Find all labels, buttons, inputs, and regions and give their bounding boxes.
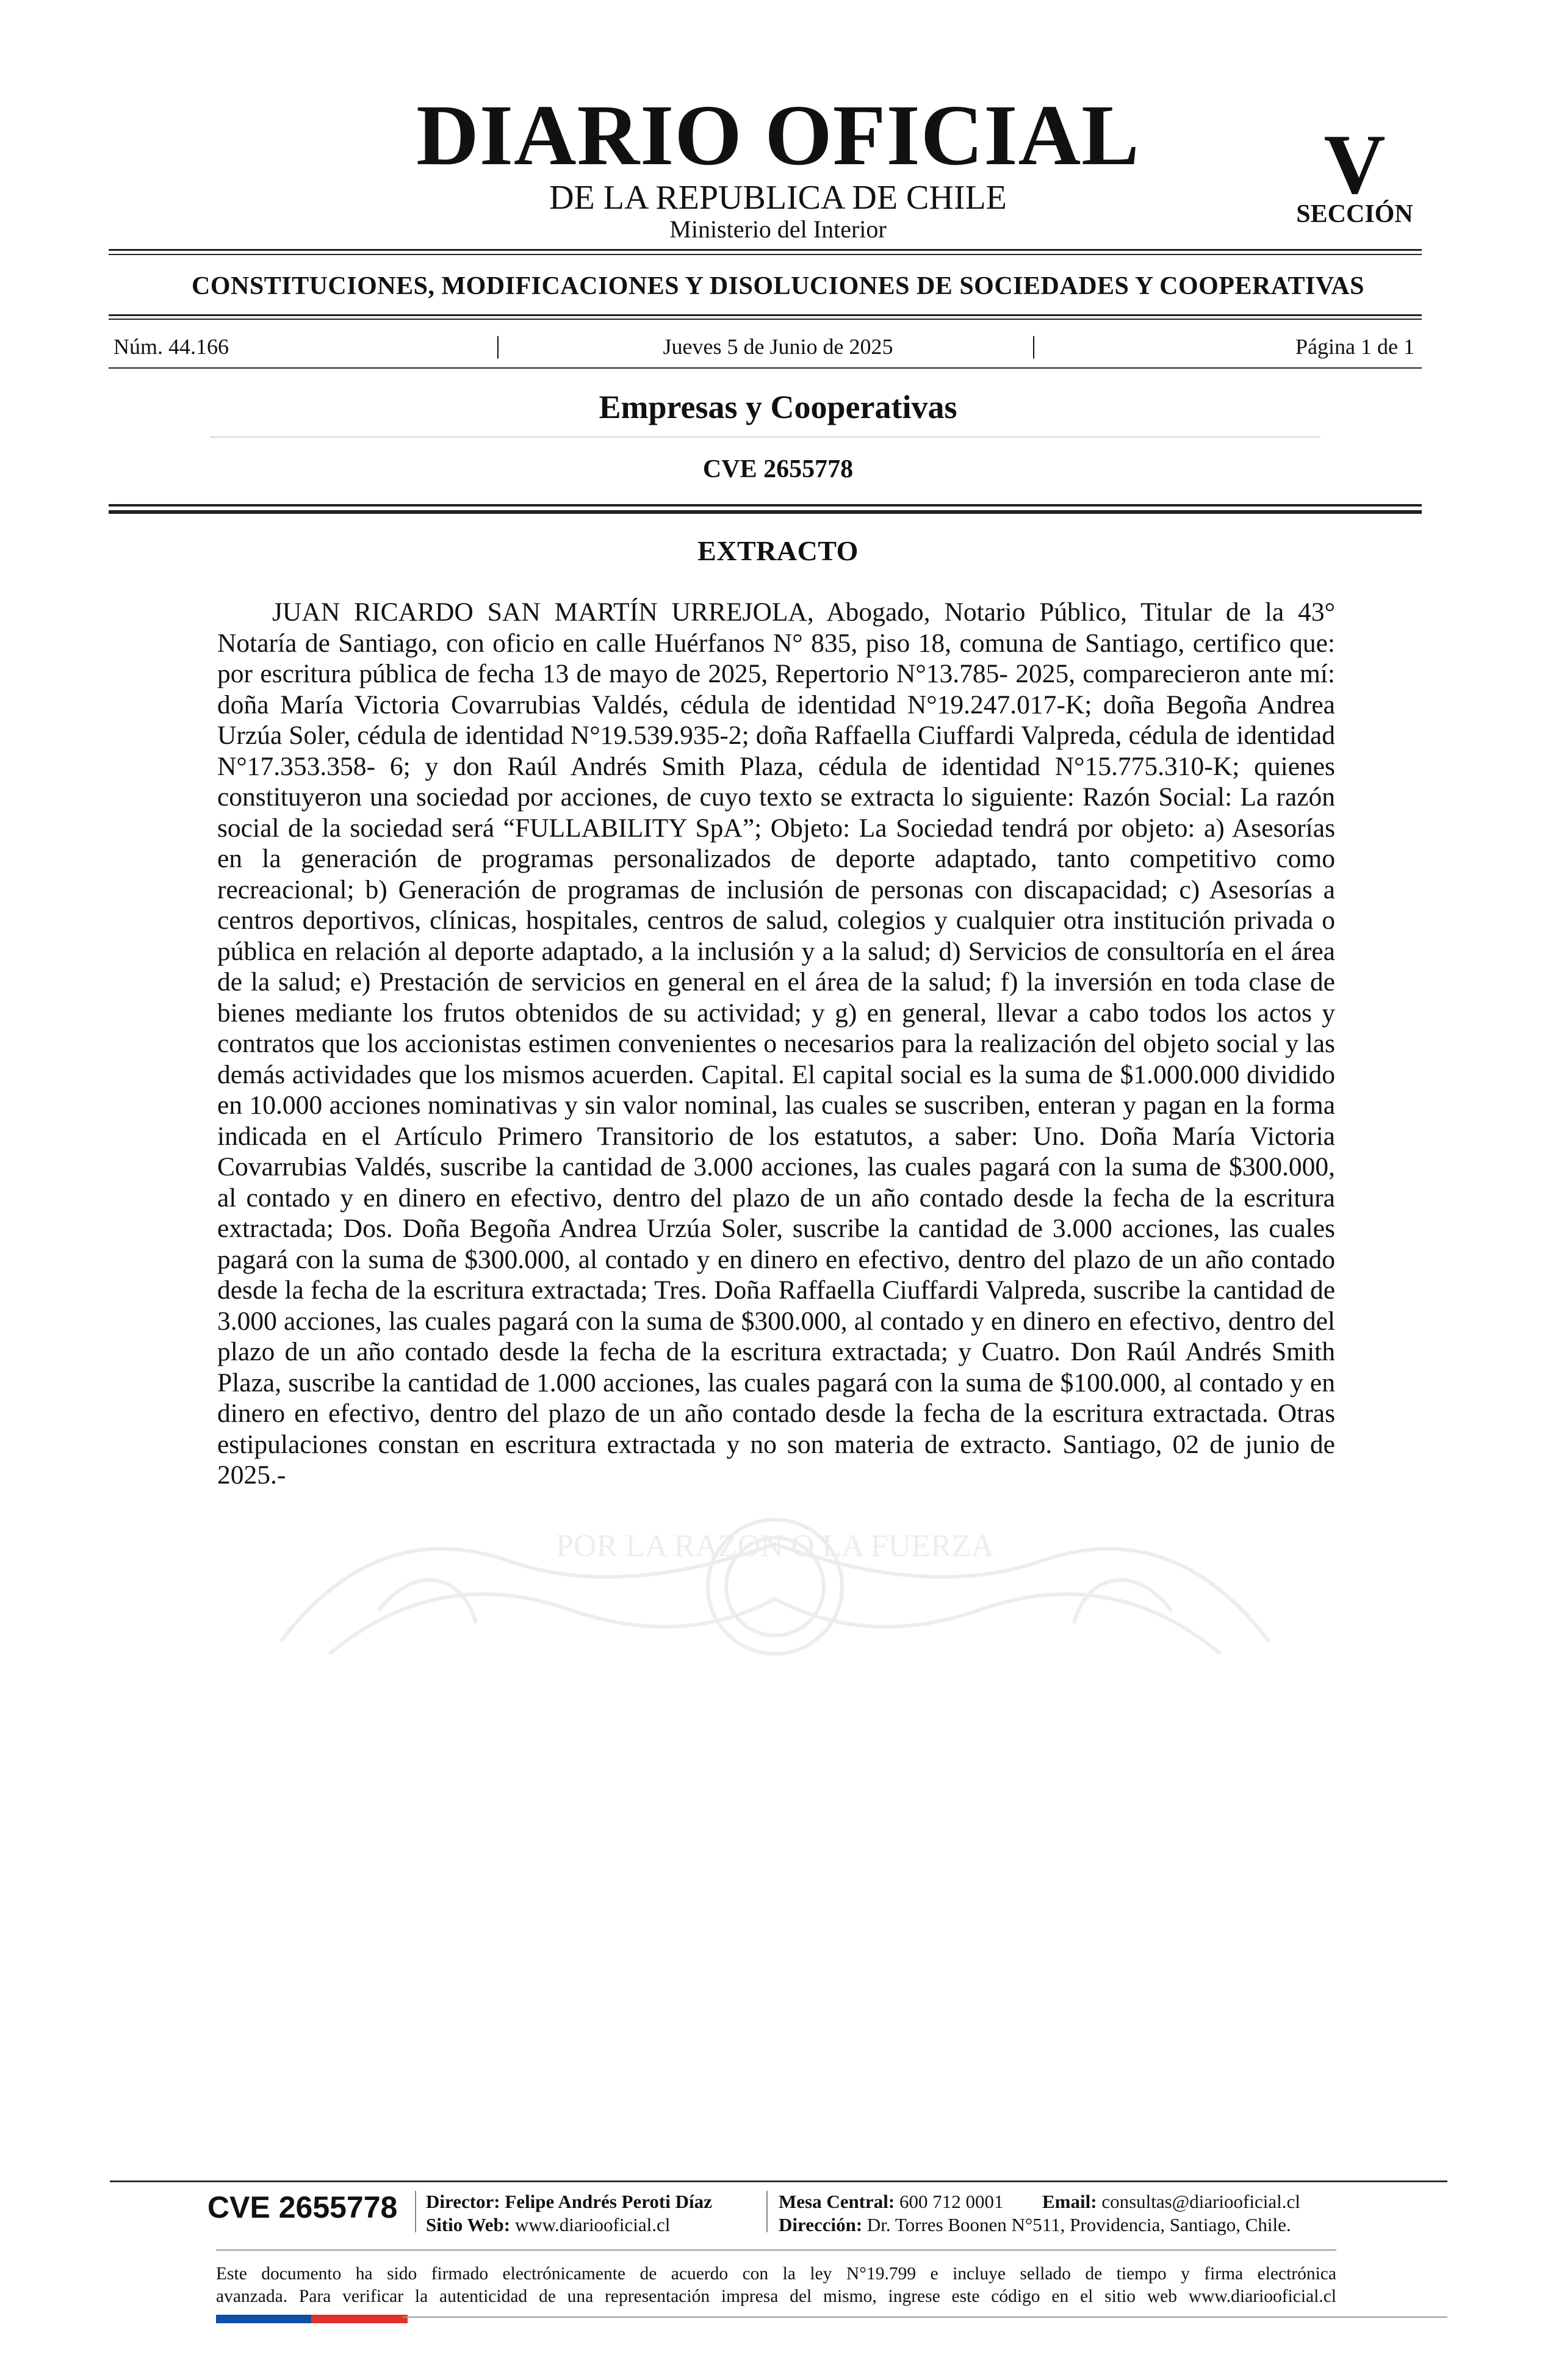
phone-label: Mesa Central: (779, 2191, 895, 2212)
cve-code: CVE 2655778 (702, 455, 854, 483)
website-label: Sitio Web: (426, 2214, 511, 2235)
issue-number: Núm. 44.166 (113, 334, 229, 359)
footer-address (779, 2215, 1291, 2234)
header-rule-top-thin (109, 254, 1422, 255)
watermark-seal (256, 1489, 1294, 1672)
phone-number: 600 712 0001 (899, 2191, 1004, 2212)
masthead-title: DIARIO OFICIAL (416, 87, 1140, 183)
issue-separator: | (495, 331, 501, 359)
legal-line: avanzada. Para verificar la autenticidad de una representación impresa del mismo, ingrese este código en el sitio web www.diariooficial.cl (216, 2287, 1336, 2306)
masthead-ministry: Ministerio del Interior (669, 215, 887, 243)
footer-website (426, 2215, 670, 2234)
category-title: Empresas y Cooperativas (599, 389, 957, 425)
extract-title: EXTRACTO (697, 535, 859, 566)
section-letter: V (1324, 117, 1386, 212)
section-heading: CONSTITUCIONES, MODIFICACIONES Y DISOLUCIONES DE SOCIEDADES Y COOPERATIVAS (192, 272, 1364, 300)
footer-legal-notice (216, 2263, 1336, 2308)
footer-thin-rule (216, 2249, 1336, 2251)
category-divider (210, 436, 1320, 438)
footer-rule (110, 2180, 1447, 2182)
footer-director (426, 2192, 712, 2211)
footer-divider (415, 2191, 416, 2232)
legal-line: Este documento ha sido firmado electrónicamente de acuerdo con la ley N°19.799 e incluye sellado de tiempo y firma electrónica (216, 2264, 1336, 2284)
extract-paragraph: JUAN RICARDO SAN MARTÍN URREJOLA, Abogado, Notario Público, Titular de la 43° Notaría de Santiago, con oficio en calle Huérfanos N° 835, piso 18, comuna de Santiago, certifico que: por escritura pública de fecha 13 de mayo de 2025, Repertorio N°13.785- 2025, comparecieron ante mí: doña María Victoria Covarrubias Valdés, cédula de identidad N°19.247.017-K; doña Begoña Andrea Urzúa Soler, cédula de identidad N°19.539.935-2; doña Raffaella Ciuffardi Valpreda, cédula de identidad N°17.353.358- 6; y don Raúl Andrés Smith Plaza, cédula de identidad N°15.775.310-K; quienes constituyeron una sociedad por acciones, de cuyo texto se extracta lo siguiente: Razón Social: La razón social de la sociedad será “FULLABILITY SpA”; Objeto: La Sociedad tendrá por objeto: a) Asesorías en la generación de programas personalizados de deporte adaptado, tanto competitivo como recreacional; b) Generación de programas de inclusión de personas con discapacidad; c) Asesorías a centros deportivos, clínicas, hospitales, centros de salud, colegios y cualquier otra institución privada o pública en relación al deporte adaptado, a la inclusión y a la salud; d) Servicios de consultoría en el área de la salud; e) Prestación de servicios en general en el área de la salud; f) la inversión en toda clase de bienes mediante los frutos obtenidos de su actividad; y g) en general, llevar a cabo todos los actos y contratos que los accionistas estimen convenientes o necesarios para la realización del objeto social y las demás actividades que los mismos acuerden. Capital. El capital social es la suma de $1.000.000 dividido en 10.000 acciones nominativas y sin valor nominal, las cuales se suscriben, enteran y pagan en la forma indicada en el Artículo Primero Transitorio de los estatutos, a saber: Uno. Doña María Victoria Covarrubias Valdés, suscribe la cantidad de 3.000 acciones, las cuales pagará con la suma de $300.000, al contado y en dinero en efectivo, dentro del plazo de un año contado desde la fecha de la escritura extractada; Dos. Doña Begoña Andrea Urzúa Soler, suscribe la cantidad de 3.000 acciones, las cuales pagará con la suma de $300.000, al contado y en dinero en efectivo, dentro del plazo de un año contado desde la fecha de la escritura extractada; Tres. Doña Raffaella Ciuffardi Valpreda, suscribe la cantidad de 3.000 acciones, las cuales pagará con la suma de $300.000, al contado y en dinero en efectivo, dentro del plazo de un año contado desde la fecha de la escritura extractada; y Cuatro. Don Raúl Andrés Smith Plaza, suscribe la cantidad de 1.000 acciones, las cuales pagará con la suma de $100.000, al contado y en dinero en efectivo, dentro del plazo de un año contado desde la fecha de la escritura extractada. Otras estipulaciones constan en escritura extractada y no son materia de extracto. Santiago, 02 de junio de 2025.- (217, 597, 1335, 1490)
extract-body (217, 597, 1335, 1491)
director-label: Director: (426, 2191, 500, 2212)
website-link[interactable]: www.diariooficial.cl (514, 2214, 671, 2235)
footer-bottom-rule (403, 2317, 1447, 2318)
issue-page: Página 1 de 1 (1295, 334, 1414, 359)
masthead-subtitle: DE LA REPUBLICA DE CHILE (549, 179, 1007, 217)
flag-stripe-blue (216, 2315, 311, 2323)
header-rule-top (109, 249, 1422, 251)
footer-email (1042, 2192, 1300, 2211)
issue-rule (109, 367, 1422, 369)
section-label: SECCIÓN (1296, 200, 1413, 228)
issue-separator: | (1031, 331, 1037, 359)
footer-cve-code: CVE 2655778 (207, 2190, 398, 2224)
issue-date: Jueves 5 de Junio de 2025 (663, 334, 893, 359)
footer-phone (779, 2192, 1004, 2211)
section-heading-rule-thin (109, 319, 1422, 320)
section-heading-rule (109, 314, 1422, 316)
footer-divider (766, 2191, 768, 2232)
cve-rule-thicker (109, 510, 1422, 514)
flag-stripe-red (311, 2315, 408, 2323)
cve-rule-thick (109, 504, 1422, 507)
email-label: Email: (1042, 2191, 1097, 2212)
watermark-motto: POR LA RAZON O LA FUERZA (556, 1529, 994, 1563)
address-text: Dr. Torres Boonen N°511, Providencia, Santiago, Chile. (866, 2214, 1291, 2235)
director-name: Felipe Andrés Peroti Díaz (505, 2191, 712, 2212)
address-label: Dirección: (779, 2214, 863, 2235)
email-link[interactable]: consultas@diariooficial.cl (1101, 2191, 1300, 2212)
